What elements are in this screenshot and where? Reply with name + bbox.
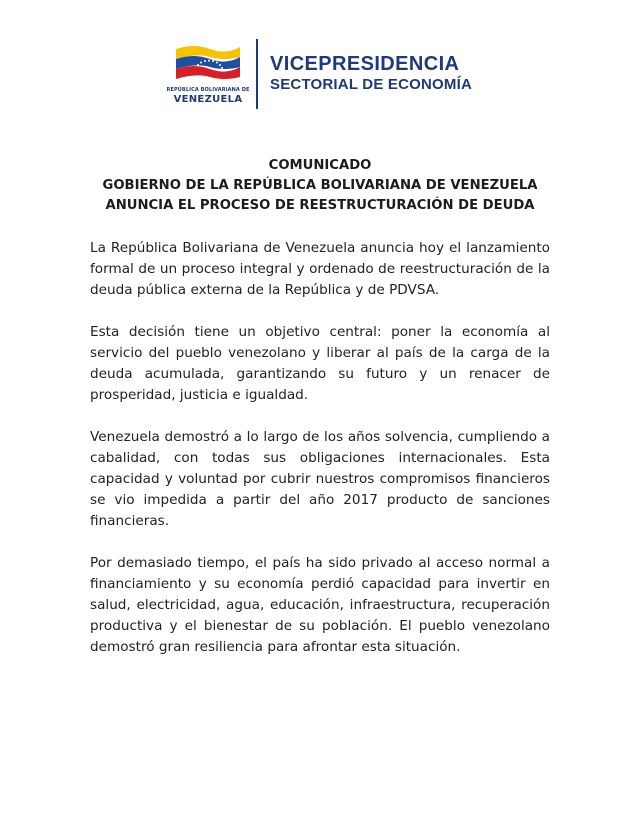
paragraph-2: Esta decisión tiene un objetivo central: poner la economía al servicio del pueblo venezolano y liberar al país de la carga de la deuda acumulada, garantizando su futuro y un renacer de prosperidad, justicia e igualdad.: [90, 324, 550, 403]
logo-country-text: VENEZUELA: [173, 94, 243, 105]
logo-republic-text: REPÚBLICA BOLIVARIANA DE: [166, 87, 250, 93]
venezuela-flag-icon: [174, 43, 242, 83]
document-body: [90, 238, 550, 679]
paragraph-4: Por demasiado tiempo, el país ha sido privado al acceso normal a financiamiento y su economía perdió capacidad para invertir en salud, electricidad, agua, educación, infraestructura, recuperación productiva y el bienestar de su población. El pueblo venezolano demostró gran resiliencia para afrontar esta situación.: [90, 555, 550, 655]
ministry-name: [270, 53, 472, 95]
paragraph-1: La República Bolivariana de Venezuela anuncia hoy el lanzamiento formal de un proceso integral y ordenado de reestructuración de la deuda pública externa de la República y de PDVSA.: [90, 240, 550, 298]
letterhead: [166, 36, 472, 112]
header-divider: [256, 39, 258, 109]
venezuela-logo: [166, 43, 250, 105]
document-title: COMUNICADO: [268, 158, 372, 173]
ministry-name-line1: VICEPRESIDENCIA: [270, 53, 460, 75]
document-subtitle-2: ANUNCIA EL PROCESO DE REESTRUCTURACIÓN DE DEUDA: [105, 198, 535, 213]
document-titles: [0, 156, 640, 216]
ministry-name-line2: SECTORIAL DE ECONOMÍA: [270, 76, 472, 93]
document-subtitle-1: GOBIERNO DE LA REPÚBLICA BOLIVARIANA DE VENEZUELA: [102, 178, 538, 193]
paragraph-3: Venezuela demostró a lo largo de los años solvencia, cumpliendo a cabalidad, con todas sus obligaciones internacionales. Esta capacidad y voluntad por cubrir nuestros compromisos financieros se vio impedida a partir del año 2017 producto de sanciones financieras.: [90, 429, 550, 529]
